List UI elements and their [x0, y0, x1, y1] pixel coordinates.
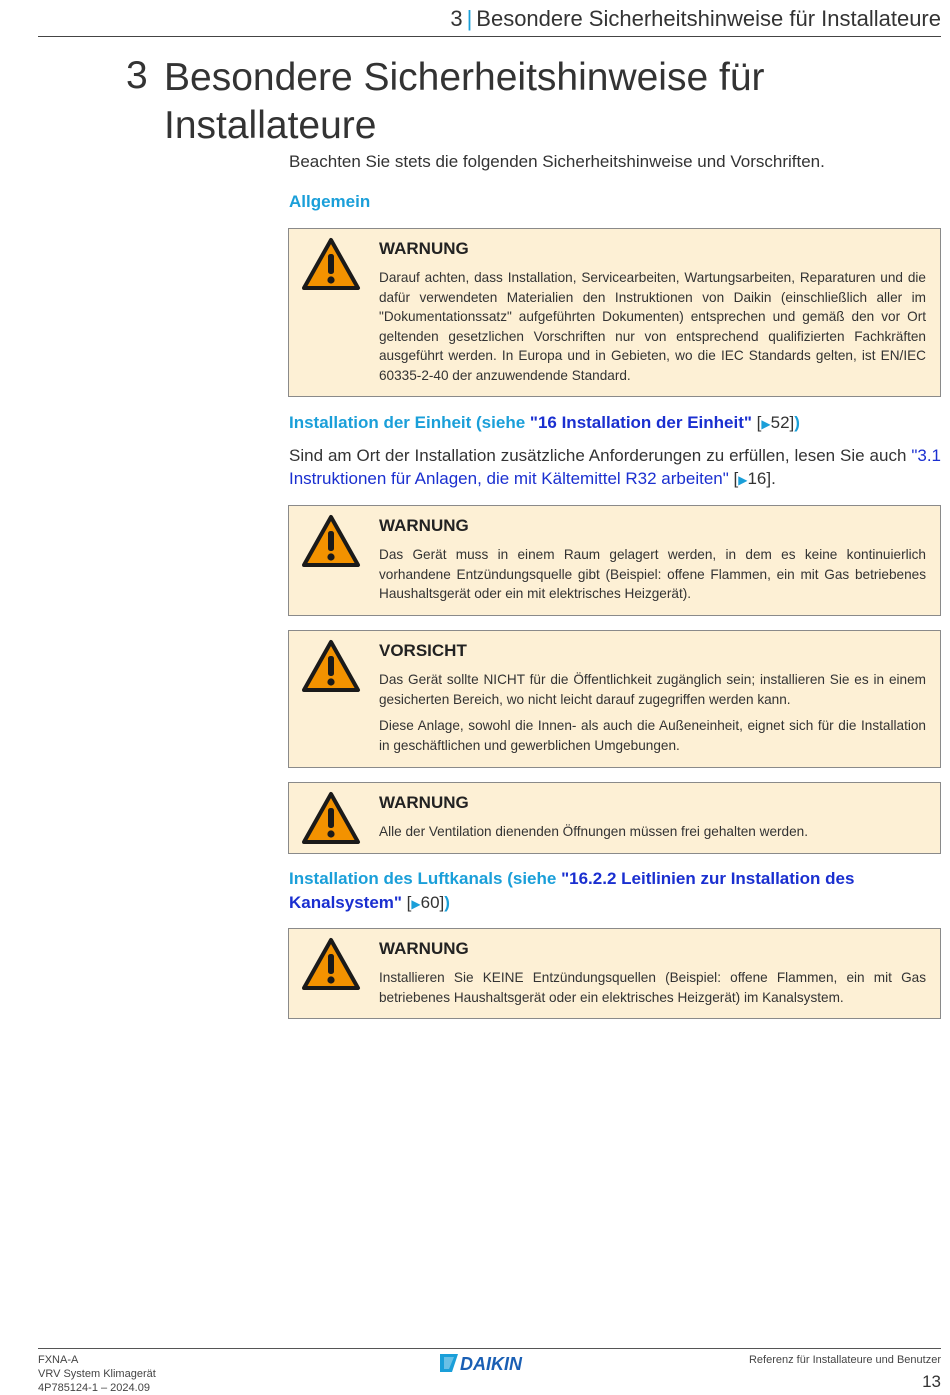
cross-reference-link[interactable]: "16.2.2 Leitlinien zur Installation des Kanalsystem"	[289, 869, 855, 912]
box-title: VORSICHT	[379, 641, 467, 660]
header-rule	[38, 36, 941, 37]
footer-left	[38, 1353, 156, 1395]
warning-triangle-icon	[301, 639, 361, 693]
daikin-logo	[438, 1352, 542, 1374]
box-paragraph: Diese Anlage, sowohl die Innen- als auch die Außeneinheit, eignet sich für die Installation in geschäftlichen und gewerblichen Umgebungen.	[379, 718, 926, 753]
footer-model: FXNA-A	[38, 1354, 79, 1366]
running-header	[450, 6, 941, 32]
warning-box	[288, 505, 941, 616]
section-heading-general: Allgemein	[289, 192, 371, 211]
triangle-right-icon: ▶	[738, 473, 748, 487]
box-text	[379, 545, 926, 611]
header-chapter-number: 3	[450, 6, 463, 31]
box-paragraph: Das Gerät sollte NICHT für die Öffentlichkeit zugänglich sein; installieren Sie es in einem gesicherten Bereich, wo nicht leicht darauf zugegriffen werden kann.	[379, 672, 926, 707]
box-text	[379, 670, 926, 762]
section-heading-unit	[289, 411, 941, 436]
reference-page[interactable]: 52]	[770, 413, 795, 432]
box-paragraph: Installieren Sie KEINE Entzündungsquellen (Beispiel: offene Flammen, ein mit Gas betriebenes Haushaltsgerät oder ein elektrisches Heizgerät) im Kanalsystem.	[379, 970, 926, 1005]
box-title: WARNUNG	[379, 939, 469, 958]
warning-triangle-icon	[301, 791, 361, 845]
reference-bracket: [	[728, 469, 739, 488]
heading-suffix: )	[794, 413, 800, 432]
warning-box	[288, 782, 941, 854]
heading-suffix: )	[444, 893, 450, 912]
reference-page[interactable]: 60]	[420, 893, 445, 912]
box-paragraph: Darauf achten, dass Installation, Servicearbeiten, Wartungsarbeiten, Reparaturen und die dafür verwendeten Materialien den Instruktionen von Daikin (einschließlich aller im "Dokumentationssatz" aufgeführten Dokumenten) entsprechen und gemäß den vor Ort geltenden gesetzlichen Vorschriften nur von entsprechend qualifizierten Fachkräften ausgeführt werden. In Europa und in Gebieten, wo die IEC Standards gelten, ist EN/IEC 60335-2-40 der anzuwendende Standard.	[379, 270, 926, 383]
footer-doc-title: Referenz für Installateure und Benutzer	[748, 1354, 941, 1366]
box-text	[379, 268, 926, 392]
warning-box	[288, 228, 941, 397]
header-title: Besondere Sicherheitshinweise für Installateure	[476, 6, 941, 31]
reference-bracket: [	[751, 413, 762, 432]
logo-text: DAIKIN	[460, 1354, 522, 1374]
cross-reference-link[interactable]: "16 Installation der Einheit"	[529, 413, 752, 432]
triangle-right-icon: ▶	[411, 897, 421, 911]
header-separator: |	[466, 6, 473, 31]
box-title: WARNUNG	[379, 239, 469, 258]
caution-box	[288, 630, 941, 768]
box-paragraph: Das Gerät muss in einem Raum gelagert werden, in dem es keine kontinuierlich vorhandene Entzündungsquelle gibt (Beispiel: offene Flammen, ein mit Gas betriebenes Haushaltsgerät oder ein mit elektrisches Heizgerät).	[379, 547, 926, 601]
box-title: WARNUNG	[379, 793, 469, 812]
chapter-title: Besondere Sicherheitshinweise für Installateure	[164, 56, 765, 147]
box-text	[379, 968, 926, 1014]
reference-bracket: [	[401, 893, 412, 912]
footer-rule	[38, 1348, 941, 1349]
paragraph-text: Sind am Ort der Installation zusätzliche Anforderungen zu erfüllen, lesen Sie auch	[289, 446, 912, 465]
warning-triangle-icon	[301, 237, 361, 291]
body-paragraph	[289, 444, 941, 492]
triangle-right-icon: ▶	[761, 417, 771, 431]
warning-triangle-icon	[301, 937, 361, 991]
section-heading-duct	[289, 867, 889, 916]
footer-doc-id: 4P785124-1 – 2024.09	[38, 1382, 150, 1394]
heading-prefix: Installation des Luftkanals (siehe	[289, 869, 562, 888]
page-number: 13	[922, 1372, 941, 1391]
reference-page[interactable]: 16].	[747, 469, 776, 488]
heading-prefix: Installation der Einheit (siehe	[289, 413, 530, 432]
intro-text: Beachten Sie stets die folgenden Sicherheitshinweise und Vorschriften.	[289, 152, 825, 171]
warning-box	[288, 928, 941, 1019]
box-paragraph: Alle der Ventilation dienenden Öffnungen müssen frei gehalten werden.	[379, 824, 809, 839]
footer-product: VRV System Klimagerät	[38, 1368, 156, 1380]
warning-triangle-icon	[301, 514, 361, 568]
chapter-number: 3	[126, 54, 148, 97]
cross-reference-link[interactable]: "3.1 Instruktionen für Anlagen, die mit Kältemittel R32 arbeiten"	[289, 446, 941, 488]
box-title: WARNUNG	[379, 516, 469, 535]
box-text	[379, 822, 926, 849]
